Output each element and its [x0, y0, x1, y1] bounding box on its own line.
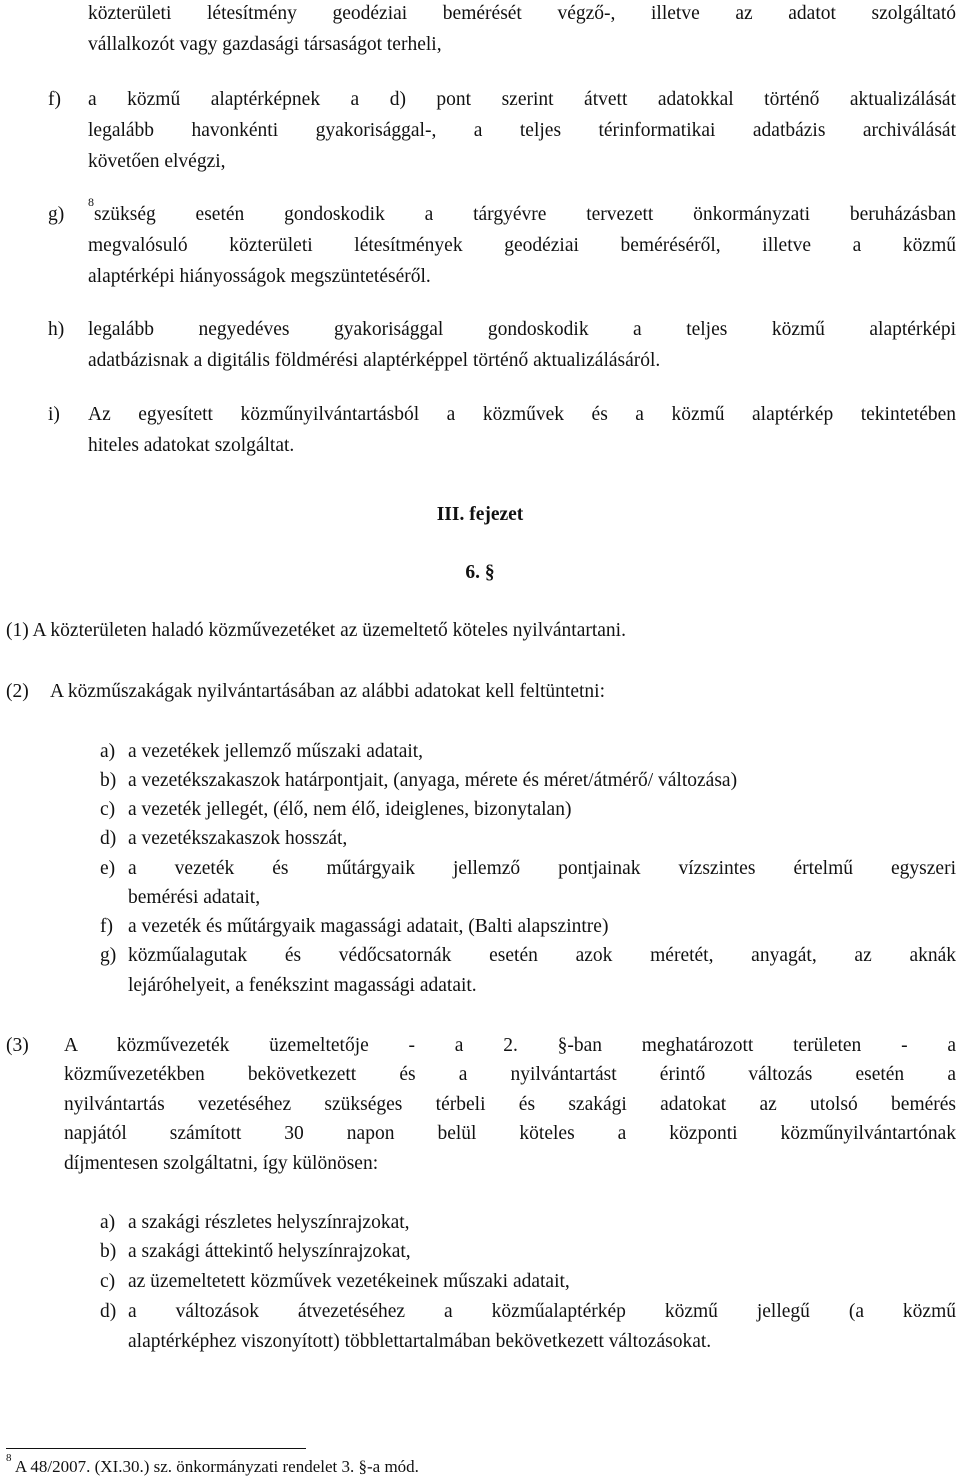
list-item-line: a vezetékszakaszok hosszát,: [128, 828, 348, 849]
paragraph-3-line: napjától számított 30 napon belül köteles a központi közműnyilvántartónak: [64, 1123, 956, 1144]
footnote-number: 8: [6, 1452, 12, 1464]
list-item-label: b): [100, 770, 117, 791]
list-item-line: a vezetékszakaszok határpontjait, (anyaga, mérete és méret/átmérő/ változása): [128, 770, 738, 791]
list-item-line: Az egyesített közműnyilvántartásból a közművek és a közmű alaptérkép tekintetében: [88, 404, 956, 425]
paragraph-3-line: nyilvántartás vezetéséhez szükséges térbeli és szakági adatokat az utolsó bemérés: [64, 1094, 956, 1115]
list-item-line: legalább negyedéves gyakorisággal gondoskodik a teljes közmű alaptérképi: [88, 319, 956, 340]
list-item-line: [88, 195, 956, 225]
list-item-line: követően elvégzi,: [88, 151, 226, 172]
paragraph-1: (1) A közterületen haladó közművezetéket az üzemeltető köteles nyilvántartani.: [6, 620, 626, 641]
paragraph-2-text: A közműszakágak nyilvántartásában az alábbi adatokat kell feltüntetni:: [50, 681, 605, 702]
chapter-heading: III. fejezet: [436, 504, 524, 525]
footnote-text: A 48/2007. (XI.30.) sz. önkormányzati rendelet 3. §-a mód.: [14, 1457, 419, 1476]
list-item-line: legalább havonkénti gyakorisággal-, a teljes térinformatikai adatbázis archiválását: [88, 120, 956, 141]
list-item-text: szükség esetén gondoskodik a tárgyévre tervezett önkormányzati beruházásban: [94, 204, 956, 225]
list-item-label: d): [100, 828, 117, 849]
list-item-line: a változások átvezetéséhez a közműalaptérkép közmű jellegű (a közmű: [128, 1301, 956, 1322]
list-item-line: a vezetékek jellemző műszaki adatait,: [128, 741, 424, 762]
list-item-label: a): [100, 1212, 116, 1233]
list-item-line: a szakági részletes helyszínrajzokat,: [128, 1212, 410, 1233]
list-item-label: f): [100, 916, 113, 937]
footnote: [6, 1452, 419, 1476]
section-heading: 6. §: [465, 562, 495, 583]
list-item-line: adatbázisnak a digitális földmérési alaptérképpel történő aktualizálásáról.: [88, 350, 661, 371]
list-item-line: hiteles adatokat szolgáltat.: [88, 435, 295, 456]
list-item-line: alaptérképhez viszonyított) többlettartalmában bekövetkezett változásokat.: [128, 1331, 712, 1352]
list-item-label: b): [100, 1241, 117, 1262]
footnote-reference: 8: [88, 195, 94, 209]
list-item-label: c): [100, 1271, 116, 1292]
list-item-label: g): [100, 945, 117, 966]
list-item-line: az üzemeltetett közművek vezetékeinek műszaki adatait,: [128, 1271, 570, 1292]
paragraph-3-line: díjmentesen szolgáltatni, így különösen:: [64, 1153, 379, 1174]
paragraph-3-label: (3): [6, 1035, 29, 1056]
list-item-line: a vezeték jellegét, (élő, nem élő, ideiglenes, bizonytalan): [128, 799, 572, 820]
list-item-label: c): [100, 799, 116, 820]
list-item-label: h): [48, 319, 65, 340]
list-item-line: a vezeték és műtárgyaik magassági adatait, (Balti alapszintre): [128, 916, 609, 937]
paragraph-3-line: közművezetékben bekövetkezett és a nyilvántartást érintő változás esetén a: [64, 1064, 956, 1085]
paragraph-2-label: (2): [6, 681, 29, 702]
list-item-line: alaptérképi hiányosságok megszüntetéséről.: [88, 266, 431, 287]
list-item-label: g): [48, 204, 65, 225]
list-item-label: e): [100, 858, 116, 879]
list-item-line: bemérési adatait,: [128, 887, 261, 908]
footnote-separator: [6, 1448, 306, 1449]
paragraph-3-line: A közművezeték üzemeltetője - a 2. §-ban meghatározott területen - a: [64, 1035, 956, 1056]
continuation-line: vállalkozót vagy gazdasági társaságot terheli,: [88, 34, 442, 55]
list-item-line: közműalagutak és védőcsatornák esetén azok méretét, anyagát, az aknák: [128, 945, 956, 966]
list-item-label: d): [100, 1301, 117, 1322]
list-item-label: i): [48, 404, 60, 425]
list-item-line: a közmű alaptérképnek a d) pont szerint átvett adatokkal történő aktualizálását: [88, 89, 956, 110]
list-item-label: a): [100, 741, 116, 762]
list-item-label: f): [48, 89, 61, 110]
list-item-line: a vezeték és műtárgyaik jellemző pontjainak vízszintes értelmű egyszeri: [128, 858, 956, 879]
continuation-line: közterületi létesítmény geodéziai bemérését végző-, illetve az adatot szolgáltató: [88, 3, 956, 24]
list-item-line: lejáróhelyeit, a fenékszint magassági adatait.: [128, 975, 477, 996]
list-item-line: a szakági áttekintő helyszínrajzokat,: [128, 1241, 411, 1262]
list-item-line: megvalósuló közterületi létesítmények geodéziai beméréséről, illetve a közmű: [88, 235, 956, 256]
